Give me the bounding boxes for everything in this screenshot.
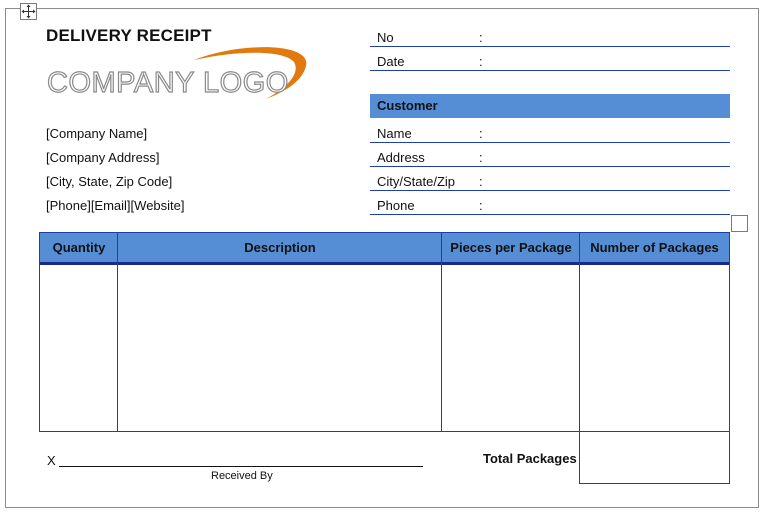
field-colon: :	[479, 126, 483, 141]
field-label: No	[377, 30, 394, 45]
field-label: Name	[377, 126, 412, 141]
signature-line[interactable]	[59, 466, 423, 467]
move-cross-icon	[21, 4, 36, 19]
field-customer-name[interactable]	[370, 121, 730, 143]
receipt-title: DELIVERY RECEIPT	[46, 26, 212, 45]
column-header-number-of-packages: Number of Packages	[590, 240, 719, 255]
column-header-description: Description	[244, 240, 316, 255]
field-colon: :	[479, 150, 483, 165]
field-customer-phone[interactable]	[370, 193, 730, 215]
field-customer-address[interactable]	[370, 145, 730, 167]
field-label: City/State/Zip	[377, 174, 456, 189]
total-packages-cell[interactable]	[579, 431, 730, 484]
logo-text: COMPANY LOGO	[47, 67, 289, 99]
field-colon: :	[479, 198, 483, 213]
company-city-state-zip: [City, State, Zip Code]	[46, 174, 173, 189]
company-contact: [Phone][Email][Website]	[46, 198, 185, 213]
field-colon: :	[479, 54, 483, 69]
customer-header-label: Customer	[377, 98, 438, 113]
items-table[interactable]	[39, 232, 730, 432]
column-header-pieces-per-package: Pieces per Package	[450, 240, 572, 255]
signature-x-mark: X	[47, 453, 56, 468]
column-divider	[117, 233, 118, 431]
resize-handle-icon[interactable]	[731, 215, 748, 232]
field-no[interactable]	[370, 25, 730, 47]
column-divider	[441, 233, 442, 431]
field-date[interactable]	[370, 49, 730, 71]
field-label: Phone	[377, 198, 415, 213]
move-table-handle[interactable]	[20, 3, 37, 20]
company-name: [Company Name]	[46, 126, 148, 141]
field-label: Address	[377, 150, 425, 165]
customer-header	[370, 94, 730, 118]
total-packages-label: Total Packages	[483, 451, 577, 466]
field-label: Date	[377, 54, 405, 69]
field-colon: :	[479, 174, 483, 189]
field-customer-city-state-zip[interactable]	[370, 169, 730, 191]
signature-caption: Received By	[211, 470, 273, 482]
field-colon: :	[479, 30, 483, 45]
company-logo	[44, 44, 310, 102]
company-address: [Company Address]	[46, 150, 160, 165]
column-divider	[579, 233, 580, 431]
column-header-quantity: Quantity	[52, 240, 106, 255]
